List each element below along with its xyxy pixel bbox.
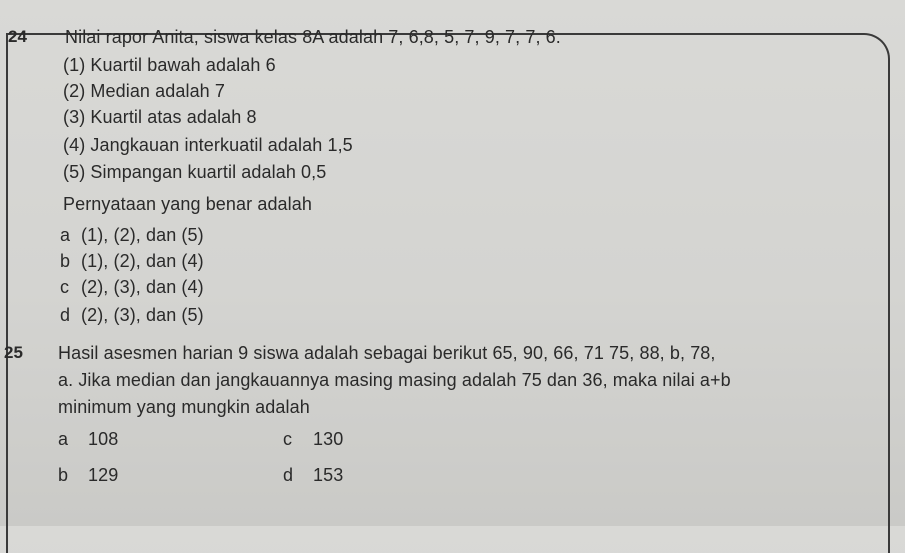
option-text: (2), (3), dan (5) [81,305,204,325]
question-24-stem: Nilai rapor Anita, siswa kelas 8A adalah 7, 6,8, 5, 7, 9, 7, 7, 6. [65,27,561,47]
question-24-number: 24 [8,27,28,46]
question-25-option-d [283,464,343,486]
question-25-number: 25 [4,343,24,362]
question-24-statement-2: (2) Median adalah 7 [63,81,226,101]
option-label: b [60,251,71,271]
question-24-statement-5: (5) Simpangan kuartil adalah 0,5 [63,162,327,182]
question-25-option-a [58,428,118,450]
question-25-stem-line-3: minimum yang mungkin adalah [58,397,310,417]
option-text: 129 [88,465,119,485]
option-text: (2), (3), dan (4) [81,277,204,297]
question-24-prompt: Pernyataan yang benar adalah [63,194,312,214]
question-25-option-c [283,428,343,450]
question-24-option-c [60,276,204,298]
option-label: a [60,225,71,245]
question-24-statement-4: (4) Jangkauan interkuatil adalah 1,5 [63,135,353,155]
option-text: (1), (2), dan (5) [81,225,204,245]
question-24-option-b [60,250,204,272]
question-25-option-b [58,464,118,486]
question-25-stem-line-1: Hasil asesmen harian 9 siswa adalah sebagai berikut 65, 90, 66, 71 75, 88, b, 78, [58,343,716,363]
option-text: (1), (2), dan (4) [81,251,204,271]
option-label: d [60,305,71,325]
option-label: c [283,429,293,449]
option-text: 130 [313,429,344,449]
option-text: 108 [88,429,119,449]
question-24-statement-1: (1) Kuartil bawah adalah 6 [63,55,276,75]
option-label: a [58,429,69,449]
option-label: b [58,465,69,485]
option-text: 153 [313,465,344,485]
question-25-stem-line-2: a. Jika median dan jangkauannya masing masing adalah 75 dan 36, maka nilai a+b [58,370,731,390]
question-24-option-a [60,224,204,246]
option-label: c [60,277,70,297]
option-label: d [283,465,294,485]
question-24-option-d [60,304,204,326]
question-24-statement-3: (3) Kuartil atas adalah 8 [63,107,257,127]
